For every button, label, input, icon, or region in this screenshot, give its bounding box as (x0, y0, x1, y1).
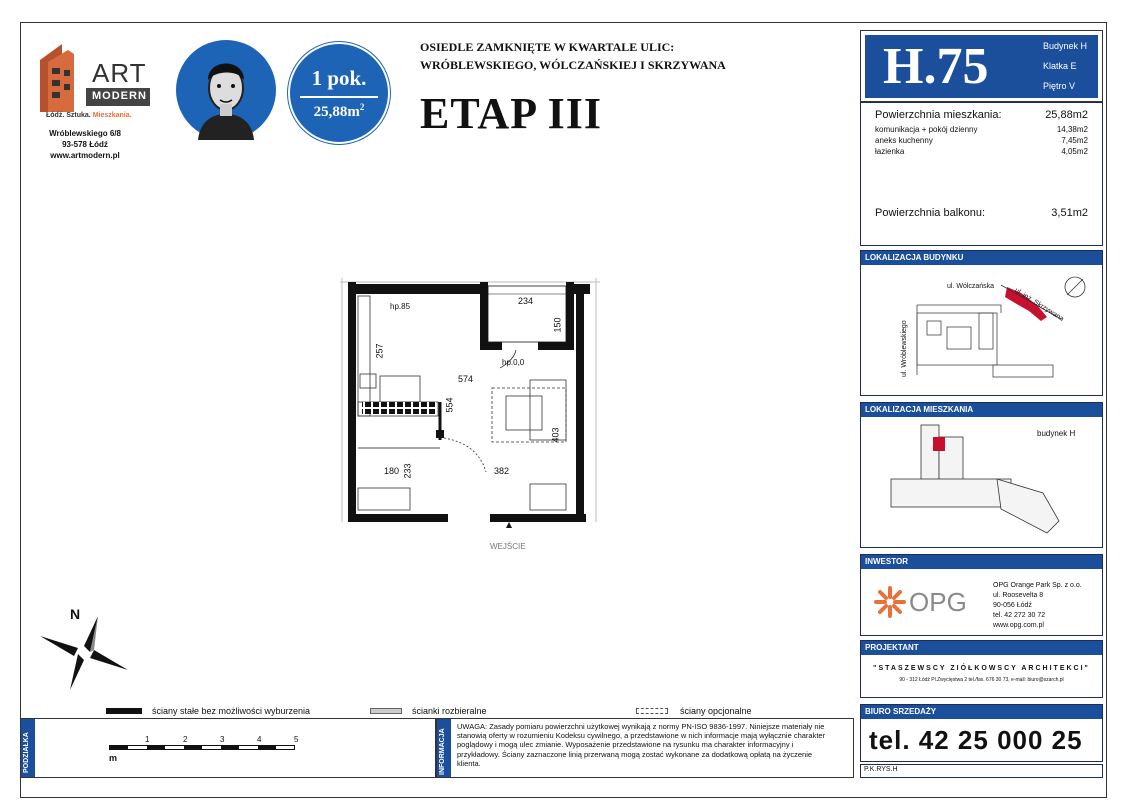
area-row-label: aneks kuchenny (875, 136, 933, 145)
sales-box (860, 704, 1103, 762)
area-row-value: 4,05m2 (1061, 147, 1088, 156)
scale-tick: 1 (145, 735, 150, 744)
scale-unit: m (109, 753, 118, 763)
investor-details (993, 581, 1082, 631)
dim-180: 180 (384, 466, 400, 476)
designer-name: "STASZEWSCY ZIÓŁKOWSCY ARCHITEKCI" (873, 665, 1090, 672)
designer-title: PROJEKTANT (861, 641, 1102, 655)
unit-code: H.75 (883, 38, 989, 95)
investor-line5[interactable]: www.opg.com.pl (993, 622, 1044, 629)
scale-side-label: PODZIAŁKA (23, 732, 30, 773)
legend-label-fixed: ściany stałe bez możliwości wyburzenia (152, 706, 311, 716)
portrait-illustration (176, 40, 276, 140)
logo-tagline (46, 112, 132, 119)
logo-art-text: ART (92, 58, 147, 88)
badge-area-value: 25,88m (313, 104, 360, 120)
balcony-value: 3,51m2 (1051, 207, 1088, 219)
scale-box (20, 718, 436, 778)
info-text: UWAGA: Zasady pomiaru powierzchni użytkowej wynikają z normy PN-ISO 9836-1997. Niniejsze materiały nie stanowią oferty w rozumieniu Kodeksu cywilnego, a przedstawione w nich informacje mają wyłącznie charakter poglądowy i mogą ulec zmianie. Wyposażenie przedstawione na rysunku ma charakter informacyjny i przykładowy. Ściany zaznaczone linią przerwaną mogą zostać wykonane za dodatkową opłatą na życzenie klienta. (457, 722, 826, 768)
dim-257: 257 (374, 343, 385, 359)
scale-bar (109, 745, 295, 750)
dim-382: 382 (494, 466, 510, 476)
unit-floor: Piętro V (1043, 81, 1076, 91)
scale-tick: 4 (257, 735, 262, 744)
unit-staircase: Klatka E (1043, 61, 1077, 71)
legend-swatch-fixed (106, 708, 142, 714)
total-area-value: 25,88m2 (1045, 109, 1088, 121)
opg-sunburst-icon (873, 585, 907, 619)
sales-phone[interactable]: tel. 42 25 000 25 (869, 725, 1083, 755)
tagline-part2: Mieszkania. (92, 112, 132, 119)
unit-building: Budynek H (1043, 41, 1088, 51)
tagline-part1: Łódź. Sztuka. (46, 112, 91, 119)
entrance-label: WEJŚCIE (490, 542, 526, 551)
north-compass (36, 606, 132, 696)
investor-line2: ul. Roosevelta 8 (993, 592, 1044, 599)
dim-150: 150 (552, 317, 563, 333)
dim-233: 233 (402, 463, 413, 479)
website-link[interactable]: www.artmodern.pl (50, 151, 120, 160)
legend-swatch-removable (370, 708, 402, 714)
designer-address: 90 - 312 Łódź Pl.Zwycięstwa 2 tel./fax. 676 30 73, e-mail: biuro@szarch.pl (899, 677, 1064, 683)
investor-line4: tel. 42 272 30 72 (993, 612, 1046, 619)
height-mark-85: hp.85 (390, 302, 411, 311)
brand-address (30, 128, 140, 161)
street-skrzywana: ul. inż. Skrzywana (1013, 287, 1065, 323)
investor-title: INWESTOR (861, 555, 1102, 569)
building-location-title: LOKALIZACJA BUDYNKU (861, 251, 1102, 265)
north-label: N (70, 606, 81, 622)
investor-box (860, 554, 1103, 636)
info-box (436, 718, 854, 778)
rooms-badge (288, 42, 390, 144)
sales-title: BIURO SRZEDAŻY (861, 705, 1102, 719)
investor-line1: OPG Orange Park Sp. z o.o. (993, 582, 1082, 589)
scale-tick: 2 (183, 735, 188, 744)
areas-box (860, 102, 1103, 246)
dim-554: 554 (444, 397, 455, 413)
building-location-box (860, 250, 1103, 396)
unit-location-label: budynek H (1037, 429, 1076, 438)
portrait-circle (176, 40, 276, 140)
dim-234: 234 (518, 296, 534, 306)
area-row-label: komunikacja + pokój dzienny (875, 125, 978, 134)
opg-logo-text: OPG (909, 587, 967, 617)
address-line1: Wróblewskiego 6/8 (49, 129, 121, 138)
scale-tick: 5 (294, 735, 299, 744)
drawing-code-box (860, 764, 1103, 778)
area-row-value: 7,45m2 (1061, 136, 1088, 145)
scale-tick: 3 (220, 735, 225, 744)
street-wolczanska: ul. Wólczańska (947, 283, 995, 290)
area-row-label: łazienka (875, 147, 905, 156)
logo-modern-text: MODERN (92, 90, 147, 102)
unit-location-box (860, 402, 1103, 548)
address-line2: 93-578 Łódź (62, 140, 108, 149)
estate-line2: WRÓBLEWSKIEGO, WÓLCZAŃSKIEJ I SKRZYWANA (420, 58, 726, 72)
investor-line3: 90-056 Łódź (993, 602, 1032, 609)
balcony-label: Powierzchnia balkonu: (875, 207, 986, 219)
legend-swatch-optional (636, 708, 668, 714)
estate-line1: OSIEDLE ZAMKNIĘTE W KWARTALE ULIC: (420, 40, 675, 54)
badge-area-sup: 2 (359, 102, 365, 112)
height-mark-0: hp.0,0 (502, 358, 525, 367)
designer-box (860, 640, 1103, 698)
floor-plan (340, 272, 602, 528)
legend-label-optional: ściany opcjonalne (680, 706, 752, 716)
info-side-label: INFORMACJA (439, 728, 446, 775)
area-row-value: 14,38m2 (1056, 125, 1088, 134)
dim-403: 403 (550, 427, 561, 443)
legend-label-removable: ścianki rozbieralne (412, 706, 487, 716)
badge-divider (300, 96, 378, 98)
stage-title: ETAP III (420, 89, 603, 138)
drawing-code: P.K.RYS.H (864, 766, 898, 773)
unit-location-title: LOKALIZACJA MIESZKANIA (861, 403, 1102, 417)
total-area-label: Powierzchnia mieszkania: (875, 109, 1002, 121)
rooms-label: 1 pok. (311, 66, 367, 90)
street-wroblewskiego: ul. Wróblewskiego (901, 320, 908, 377)
compass-rose-icon (36, 606, 132, 696)
badge-area (290, 102, 388, 121)
dim-574: 574 (458, 374, 474, 384)
unit-code-box (860, 30, 1103, 102)
